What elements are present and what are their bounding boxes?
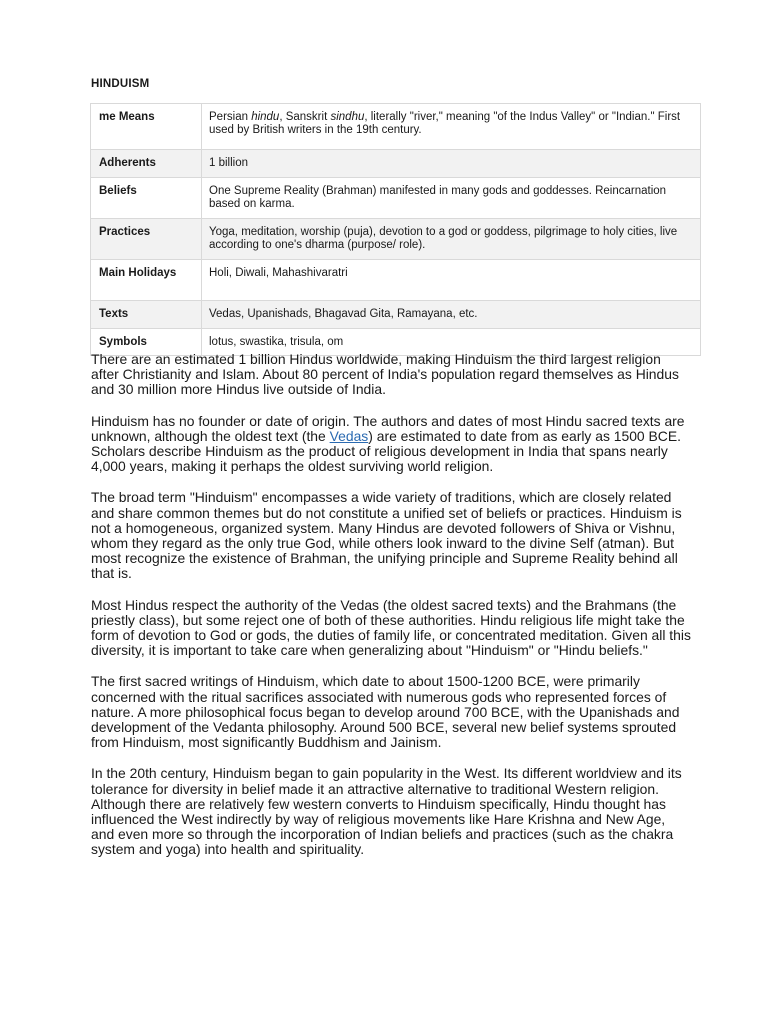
value-italic-hindu: hindu — [251, 111, 280, 123]
row-label-name-means: me Means — [91, 104, 202, 150]
row-value-main-holidays: Holi, Diwali, Mahashivaratri — [202, 260, 701, 301]
paragraph-4: Most Hindus respect the authority of the Vedas (the oldest sacred texts) and the Brahmans (the priestly class), but some reject one of both of these authorities. Hindu religious life might take the form of devotion to God or gods, the duties of family life, or concentrated meditation. Given all this diversity, it is important to take care when generalizing about "Hinduism" or "Hindu beliefs." — [91, 596, 691, 659]
value-text: , literally "river," meaning "of the Indus Valley" or "Indian." First used by British writers in the 19th century. — [209, 111, 681, 136]
table-row — [91, 104, 701, 150]
table-row — [91, 260, 701, 301]
paragraph-2-text: ) are estimated to date from as early as 1500 BCE. Scholars describe Hinduism as the product of religious development in India that spans nearly 4,000 years, making it perhaps the oldest surviving world religion. — [91, 427, 681, 475]
article-body — [91, 352, 691, 874]
paragraph-6: In the 20th century, Hinduism began to gain popularity in the West. Its different worldview and its tolerance for diversity in belief made it an attractive alternative to traditional Western religion. Although there are relatively few western converts to Hinduism specifically, Hindu thought has influenced the West indirectly by way of religious movements like Hare Krishna and New Age, and even more so through the incorporation of Indian beliefs and practices (such as the chakra system and yoga) into health and spirituality. — [91, 765, 682, 858]
paragraph-3: The broad term "Hinduism" encompasses a wide variety of traditions, which are closely related and share common themes but do not constitute a unified set of beliefs or practices. Hinduism is not a homogeneous, organized system. Many Hindus are devoted followers of Shiva or Vishnu, whom they regard as the only true God, while others look inward to the divine Self (atman). But most recognize the existence of Brahman, the unifying principle and Supreme Reality behind all that is. — [91, 489, 682, 582]
value-italic-sindhu: sindhu — [330, 111, 365, 123]
paragraph-1: There are an estimated 1 billion Hindus worldwide, making Hinduism the third largest religion after Christianity and Islam. About 80 percent of India's population regard themselves as Hindus and 30 million more Hindus live outside of India. — [91, 351, 679, 398]
row-label-symbols: Symbols — [91, 329, 202, 356]
page-title: HINDUISM — [91, 78, 150, 90]
value-text: , Sanskrit — [279, 111, 331, 123]
paragraph-2-text: Hinduism has no founder or date of origin. The authors and dates of most Hindu sacred texts are unknown, although the oldest text (the — [91, 412, 685, 444]
row-value-name-means — [202, 104, 701, 150]
vedas-link[interactable]: Vedas — [329, 427, 369, 444]
facts-table — [90, 103, 701, 356]
value-text: Persian — [209, 111, 252, 123]
paragraph-5: The first sacred writings of Hinduism, which date to about 1500-1200 BCE, were primarily concerned with the ritual sacrifices associated with numerous gods who represented forces of nature. A more philosophical focus began to develop around 700 BCE, with the Upanishads and development of the Vedanta philosophy. Around 500 BCE, several new belief systems sprouted from Hinduism, most significantly Buddhism and Jainism. — [91, 673, 680, 751]
row-value-texts: Vedas, Upanishads, Bhagavad Gita, Ramayana, etc. — [202, 301, 701, 329]
row-label-beliefs: Beliefs — [91, 178, 202, 219]
row-value-practices: Yoga, meditation, worship (puja), devotion to a god or goddess, pilgrimage to holy cities, live according to one's dharma (purpose/ role). — [202, 219, 701, 260]
table-row — [91, 219, 701, 260]
row-value-symbols: lotus, swastika, trisula, om — [202, 329, 701, 356]
paragraph-2 — [91, 414, 691, 475]
table-row — [91, 178, 701, 219]
table-row — [91, 301, 701, 329]
row-label-adherents: Adherents — [91, 150, 202, 178]
row-label-practices: Practices — [91, 219, 202, 260]
row-value-adherents: 1 billion — [202, 150, 701, 178]
table-row — [91, 150, 701, 178]
row-label-main-holidays: Main Holidays — [91, 260, 202, 301]
row-value-beliefs: One Supreme Reality (Brahman) manifested in many gods and goddesses. Reincarnation based on karma. — [202, 178, 701, 219]
row-label-texts: Texts — [91, 301, 202, 329]
